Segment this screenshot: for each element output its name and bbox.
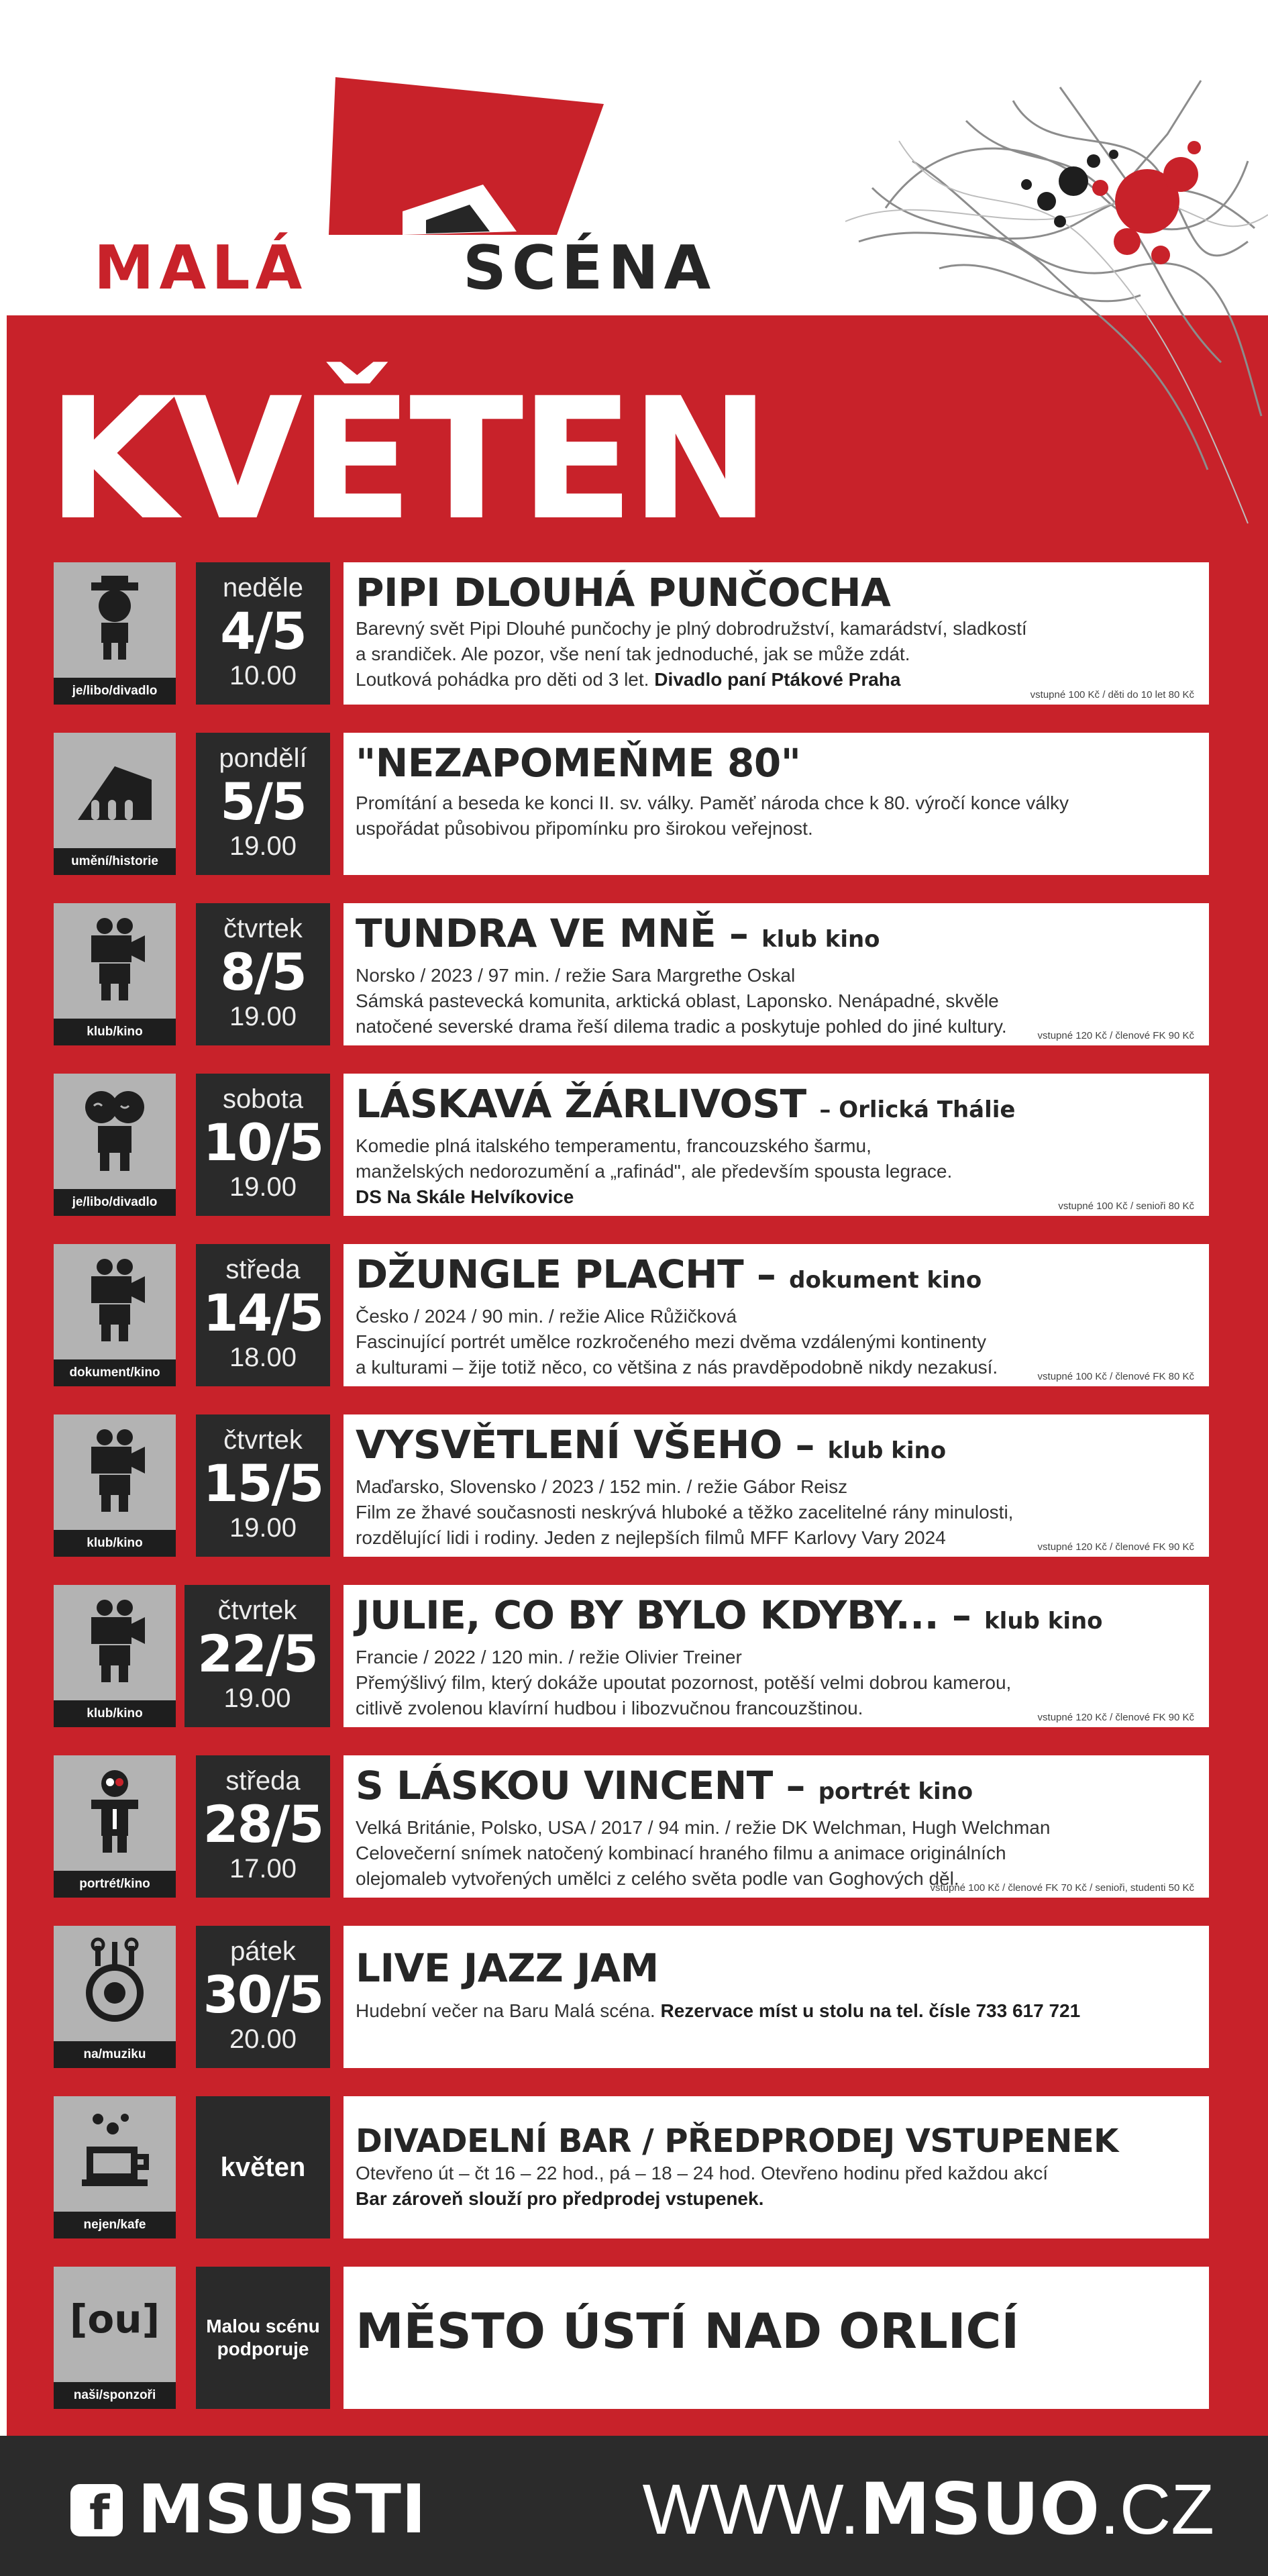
- ou-logo-icon: [69, 2280, 160, 2364]
- date-box: [196, 903, 330, 1045]
- category-label: je/libo/divadlo: [54, 678, 176, 705]
- weekday: čtvrtek: [217, 1596, 297, 1625]
- event-line: Maďarsko, Slovensko / 2023 / 152 min. / režie Gábor Reisz: [356, 1476, 848, 1497]
- logo-text-scena: SCÉNA: [463, 233, 717, 303]
- event-row: [0, 2096, 1268, 2238]
- category-label: dokument/kino: [54, 1359, 176, 1386]
- date: 8/5: [220, 942, 306, 1002]
- date: 4/5: [220, 601, 306, 661]
- camera-head-icon: [78, 917, 152, 1000]
- category-tile: [54, 2096, 176, 2238]
- camera-head-icon: [78, 1428, 152, 1512]
- event-line: Velká Británie, Polsko, USA / 2017 / 94 min. / režie DK Welchman, Hugh Welchman: [356, 1817, 1051, 1838]
- music-note-icon: [78, 1939, 152, 2023]
- price: vstupné 100 Kč / senioři 80 Kč: [1058, 1200, 1194, 1212]
- event-card[interactable]: [344, 1926, 1209, 2068]
- time: 10.00: [229, 661, 297, 690]
- event-line: olejomaleb vytvořených umělci z celého světa podle van Goghových děl.: [356, 1868, 959, 1889]
- event-line: Sámská pastevecká komunita, arktická oblast, Laponsko. Nenápadné, skvěle: [356, 990, 999, 1011]
- event-line: Loutková pohádka pro děti od 3 let. Divadlo paní Ptákové Praha: [356, 669, 901, 690]
- category-tile: [54, 2267, 176, 2409]
- event-line: Komedie plná italského temperamentu, francouzského šarmu,: [356, 1135, 871, 1156]
- date-box: [184, 1585, 330, 1727]
- category-label: portrét/kino: [54, 1871, 176, 1898]
- event-line: Barevný svět Pipi Dlouhé punčochy je plný dobrodružství, kamarádství, sladkostí: [356, 618, 1027, 639]
- date-box: [196, 2096, 330, 2238]
- month-title: KVĚTEN: [47, 362, 767, 557]
- time: 19.00: [229, 831, 297, 861]
- event-title: "NEZAPOMEŇME 80": [356, 740, 801, 786]
- mala-scena-logo: [87, 67, 859, 302]
- footer: [0, 2436, 1268, 2576]
- camera-head-icon: [78, 1257, 152, 1341]
- weekday: středa: [225, 1766, 301, 1796]
- category-label: je/libo/divadlo: [54, 1189, 176, 1216]
- category-label: naši/sponzoři: [54, 2382, 176, 2409]
- category-tile: [54, 1585, 176, 1727]
- sponsor-name: MĚSTO ÚSTÍ NAD ORLICÍ: [356, 2303, 1020, 2359]
- category-tile: [54, 1074, 176, 1216]
- category-tile: [54, 1244, 176, 1386]
- event-line: Bar zároveň slouží pro předprodej vstupenek.: [356, 2188, 764, 2209]
- event-row: [0, 1414, 1268, 1557]
- category-tile: [54, 1755, 176, 1898]
- category-tile: [54, 562, 176, 705]
- event-row: [0, 1244, 1268, 1386]
- time: 19.00: [229, 1172, 297, 1202]
- event-row: [0, 1926, 1268, 2068]
- portrait-figure-icon: [78, 1769, 152, 1853]
- time: 19.00: [229, 1002, 297, 1031]
- weekday: neděle: [222, 573, 304, 603]
- logo-text-mala: MALÁ: [94, 233, 308, 303]
- category-tile: [54, 733, 176, 875]
- price: vstupné 120 Kč / členové FK 90 Kč: [1037, 1030, 1194, 1041]
- month-label: květen: [220, 2153, 306, 2182]
- date: 10/5: [203, 1113, 323, 1172]
- event-title: PIPI DLOUHÁ PUNČOCHA: [356, 570, 891, 615]
- time: 18.00: [229, 1343, 297, 1372]
- date-box: [196, 1926, 330, 2068]
- event-card[interactable]: [344, 1585, 1209, 1727]
- event-card[interactable]: [344, 1244, 1209, 1386]
- website-link[interactable]: WWW.MSUO.CZ: [642, 2468, 1214, 2551]
- event-line: manželských nedorozumění a „rafinád", ale především spousta legrace.: [356, 1161, 953, 1182]
- date: 22/5: [197, 1624, 317, 1684]
- event-title: LÁSKAVÁ ŽÁRLIVOST – Orlická Thálie: [356, 1081, 1016, 1127]
- event-card[interactable]: [344, 1074, 1209, 1216]
- category-tile: [54, 1926, 176, 2068]
- event-title: VYSVĚTLENÍ VŠEHO – klub kino: [356, 1422, 947, 1467]
- event-line: Hudební večer na Baru Malá scéna. Rezervace míst u stolu na tel. čísle 733 617 721: [356, 2000, 1081, 2021]
- price: vstupné 100 Kč / členové FK 70 Kč / senioři, studenti 50 Kč: [930, 1882, 1194, 1894]
- category-label: na/muziku: [54, 2041, 176, 2068]
- event-line: Promítání a beseda ke konci II. sv. války. Paměť národa chce k 80. výročí konce války: [356, 792, 1069, 813]
- date: 5/5: [220, 772, 306, 831]
- category-label: klub/kino: [54, 1019, 176, 1045]
- event-title: DŽUNGLE PLACHT – dokument kino: [356, 1251, 982, 1297]
- category-tile: [54, 903, 176, 1045]
- event-line: Fascinující portrét umělce rozkročeného mezi dvěma vzdálenými kontinenty: [356, 1331, 986, 1352]
- event-row: [0, 903, 1268, 1045]
- coffee-cup-icon: [78, 2110, 152, 2194]
- event-line: rozdělující lidi i rodiny. Jeden z nejlepších filmů MFF Karlovy Vary 2024: [356, 1527, 946, 1548]
- sponsor-card[interactable]: [344, 2267, 1209, 2409]
- event-line: a kulturami – žije totiž něco, co většina z nás pravděpodobně nikdy nezakusí.: [356, 1357, 998, 1378]
- category-label: umění/historie: [54, 848, 176, 875]
- event-title: S LÁSKOU VINCENT – portrét kino: [356, 1763, 973, 1808]
- event-line: Film ze žhavé současnosti neskrývá hluboké a těžko zacelitelné rány minulosti,: [356, 1502, 1014, 1523]
- weekday: pondělí: [219, 743, 307, 773]
- event-card[interactable]: [344, 562, 1209, 705]
- event-card[interactable]: [344, 1755, 1209, 1898]
- time: 20.00: [229, 2024, 297, 2054]
- event-title: DIVADELNÍ BAR / PŘEDPRODEJ VSTUPENEK: [356, 2122, 1118, 2160]
- camera-head-icon: [78, 1598, 152, 1682]
- puppet-hat-icon: [78, 576, 152, 660]
- event-card[interactable]: [344, 903, 1209, 1045]
- weekday: sobota: [222, 1084, 304, 1114]
- price: vstupné 120 Kč / členové FK 90 Kč: [1037, 1541, 1194, 1553]
- event-line: natočené severské drama řeší dilema tradic a poskytuje pohled do jiné kultury.: [356, 1016, 1007, 1037]
- category-label: klub/kino: [54, 1700, 176, 1727]
- event-line: uspořádat působivou připomínku pro širokou veřejnost.: [356, 818, 813, 839]
- weekday: čtvrtek: [223, 1425, 303, 1455]
- sponsor-row: [0, 2267, 1268, 2409]
- weekday: pátek: [230, 1937, 296, 1966]
- theatre-masks-icon: [78, 1087, 152, 1171]
- category-tile: [54, 1414, 176, 1557]
- date-box: [196, 562, 330, 705]
- event-row: [0, 1755, 1268, 1898]
- event-line: Přemýšlivý film, který dokáže upoutat pozornost, potěší velmi dobrou kamerou,: [356, 1672, 1012, 1693]
- price: vstupné 120 Kč / členové FK 90 Kč: [1037, 1712, 1194, 1723]
- event-line: Francie / 2022 / 120 min. / režie Olivier Treiner: [356, 1647, 742, 1667]
- facebook-handle[interactable]: MSUSTI: [138, 2470, 427, 2548]
- event-title: LIVE JAZZ JAM: [356, 1945, 659, 1991]
- date: 14/5: [203, 1283, 323, 1343]
- event-row: [0, 733, 1268, 875]
- weekday: středa: [225, 1255, 301, 1284]
- event-title: TUNDRA VE MNĚ – klub kino: [356, 911, 880, 956]
- date-box: [196, 1074, 330, 1216]
- event-line: Otevřeno út – čt 16 – 22 hod., pá – 18 – 24 hod. Otevřeno hodinu před každou akcí: [356, 2163, 1049, 2183]
- paint-splash-decoration: [845, 40, 1268, 550]
- date-box: [196, 733, 330, 875]
- sponsor-label-line: podporuje: [217, 2338, 309, 2359]
- date: 28/5: [203, 1794, 323, 1854]
- monument-icon: [78, 746, 152, 830]
- price: vstupné 100 Kč / děti do 10 let 80 Kč: [1030, 689, 1194, 701]
- event-row: [0, 1585, 1268, 1727]
- date: 15/5: [203, 1453, 323, 1513]
- event-card[interactable]: [344, 2096, 1209, 2238]
- facebook-icon[interactable]: f: [70, 2484, 123, 2536]
- event-card[interactable]: [344, 733, 1209, 875]
- time: 19.00: [223, 1684, 291, 1713]
- event-line: Norsko / 2023 / 97 min. / režie Sara Margrethe Oskal: [356, 965, 796, 986]
- event-card[interactable]: [344, 1414, 1209, 1557]
- sponsor-box: [196, 2267, 330, 2409]
- event-title: JULIE, CO BY BYLO KDYBY... – klub kino: [356, 1592, 1103, 1638]
- event-row: [0, 562, 1268, 705]
- price: vstupné 100 Kč / členové FK 80 Kč: [1037, 1371, 1194, 1382]
- event-line: a srandiček. Ale pozor, vše není tak jednoduché, jak se může zdát.: [356, 643, 910, 664]
- event-line: DS Na Skále Helvíkovice: [356, 1186, 574, 1207]
- weekday: čtvrtek: [223, 914, 303, 943]
- date-box: [196, 1244, 330, 1386]
- event-line: Česko / 2024 / 90 min. / režie Alice Růžičková: [356, 1306, 737, 1327]
- event-line: Celovečerní snímek natočený kombinací hraného filmu a animace originálních: [356, 1843, 1006, 1863]
- event-row: [0, 1074, 1268, 1216]
- category-label: klub/kino: [54, 1530, 176, 1557]
- date: 30/5: [203, 1965, 323, 2024]
- time: 17.00: [229, 1854, 297, 1884]
- category-label: nejen/kafe: [54, 2212, 176, 2238]
- svg-text:[ou]: [ou]: [69, 2296, 160, 2342]
- time: 19.00: [229, 1513, 297, 1543]
- date-box: [196, 1755, 330, 1898]
- event-line: citlivě zvolenou klavírní hudbou i libozvučnou francouzštinou.: [356, 1698, 863, 1718]
- date-box: [196, 1414, 330, 1557]
- sponsor-label-line: Malou scénu: [206, 2316, 320, 2336]
